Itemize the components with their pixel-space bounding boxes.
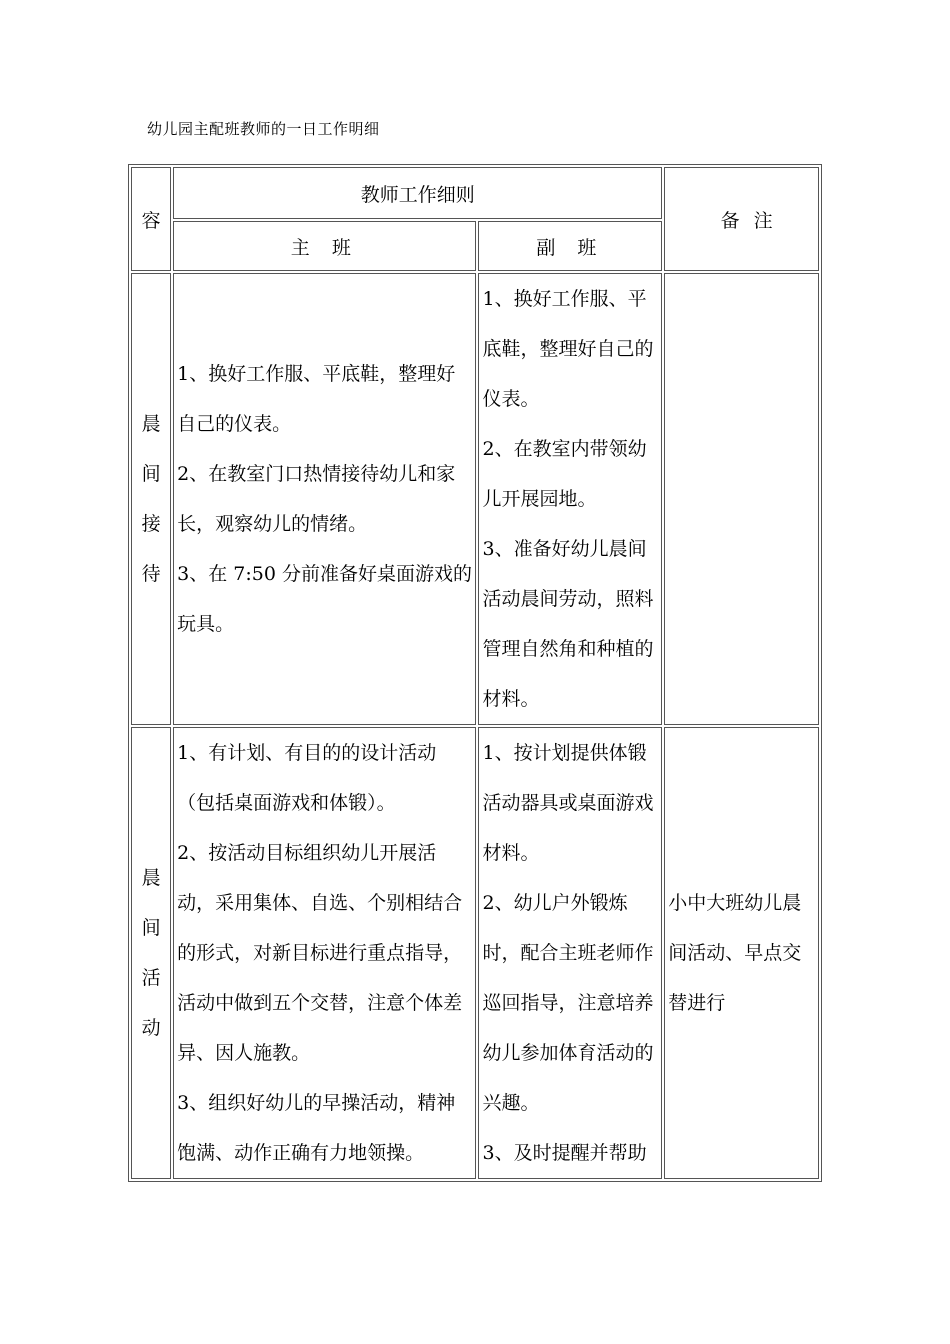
header-note-label: 备 注	[720, 209, 777, 232]
main-duty-cell	[173, 273, 476, 725]
row-label-char: 晨	[141, 867, 161, 889]
assist-duty-text: 1、按计划提供体锻活动器具或桌面游戏材料。 2、幼儿户外锻炼时，配合主班老师作巡回指导，注意培养幼儿参加体育活动的兴趣。 3、及时提醒并帮助	[482, 742, 654, 1164]
header-content-label: 容	[141, 209, 161, 232]
table-row	[131, 727, 819, 1179]
document-title: 幼儿园主配班教师的一日工作明细	[147, 120, 380, 138]
row-label-char: 活	[141, 967, 161, 989]
table-row	[131, 273, 819, 725]
header-main-cell	[173, 221, 476, 271]
note-cell	[664, 727, 819, 1179]
assist-duty-text: 1、换好工作服、平底鞋，整理好自己的仪表。 2、在教室内带领幼儿开展园地。 3、准备好幼儿晨间活动晨间劳动，照料管理自然角和种植的材料。	[482, 288, 654, 710]
header-rules-label: 教师工作细则	[360, 183, 475, 206]
main-duty-cell	[173, 727, 476, 1179]
note-text: 小中大班幼儿晨间活动、早点交替进行	[668, 892, 802, 1014]
header-content-cell	[131, 167, 171, 271]
assist-duty-cell	[478, 273, 662, 725]
work-detail-table	[128, 164, 822, 1182]
assist-duty-cell	[478, 727, 662, 1179]
main-duty-text: 1、换好工作服、平底鞋，整理好自己的仪表。 2、在教室门口热情接待幼儿和家长，观察幼儿的情绪。 3、在 7:50 分前准备好桌面游戏的玩具。	[177, 363, 473, 635]
row-label-char: 接	[141, 513, 161, 535]
row-label-char: 动	[141, 1017, 161, 1039]
row-label-char: 待	[141, 563, 161, 585]
header-assist-cell	[478, 221, 662, 271]
row-label-cell	[131, 273, 171, 725]
row-label-char: 晨	[141, 413, 161, 435]
note-cell	[664, 273, 819, 725]
row-label-char: 间	[141, 917, 161, 939]
row-label-char: 间	[141, 463, 161, 485]
header-rules-cell	[173, 167, 662, 219]
header-assist-label: 副 班	[536, 236, 605, 259]
main-duty-text: 1、有计划、有目的的设计活动（包括桌面游戏和体锻）。 2、按活动目标组织幼儿开展活动，采用集体、自选、个别相结合的形式，对新目标进行重点指导，活动中做到五个交替，注意个体差异、因人施教。 3、组织好幼儿的早操活动，精神饱满、动作正确有力地领操。	[177, 742, 463, 1164]
row-label-cell	[131, 727, 171, 1179]
header-note-cell	[664, 167, 819, 271]
header-main-label: 主 班	[290, 236, 359, 259]
